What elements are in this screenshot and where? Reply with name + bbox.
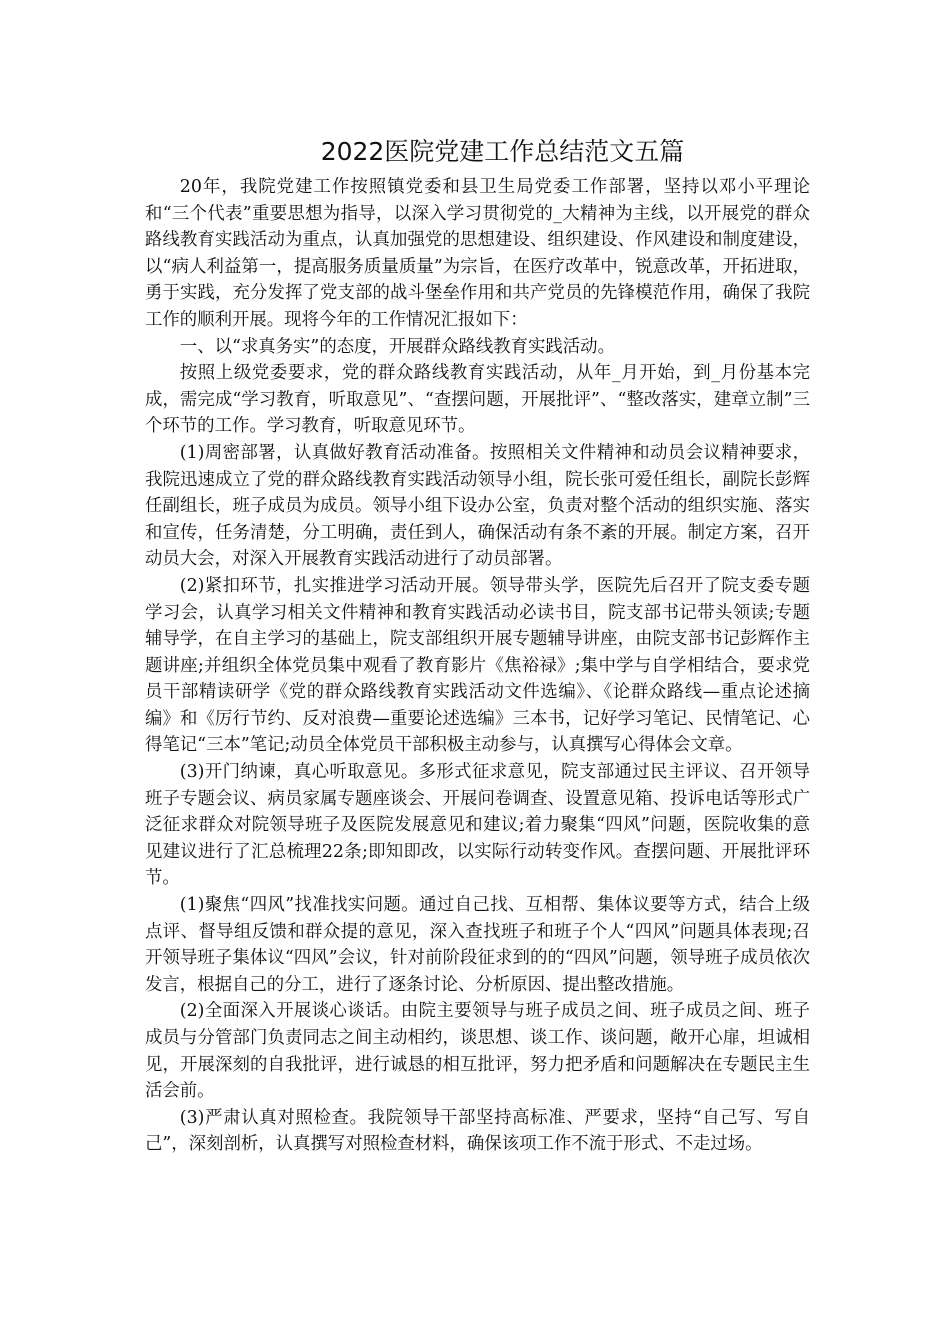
document-title: 2022医院党建工作总结范文五篇: [320, 137, 685, 166]
paragraph: (3)开门纳谏，真心听取意见。多形式征求意见，院支部通过民主评议、召开领导班子专题会议、病员家属专题座谈会、开展问卷调查、设置意见箱、投诉电话等形式广泛征求群众对院领导班子及医院发展意见和建议;着力聚集“四风”问题，医院收集的意见建议进行了汇总梳理22条;即知即改，以实际行动转变作风。查摆问题、开展批评环节。: [145, 762, 810, 889]
paragraph: 按照上级党委要求，党的群众路线教育实践活动，从年_月开始，到_月份基本完成，需完成“学习教育，听取意见”、“查摆问题，开展批评”、“整改落实，建章立制”三个环节的工作。学习教育，听取意见环节。: [145, 363, 810, 437]
paragraph: (2)紧扣环节，扎实推进学习活动开展。领导带头学，医院先后召开了院支委专题学习会，认真学习相关文件精神和教育实践活动必读书目，院支部书记带头领读;专题辅导学，在自主学习的基础上，院支部组织开展专题辅导讲座，由院支部书记彭辉作主题讲座;并组织全体党员集中观看了教育影片《焦裕禄》;集中学与自学相结合，要求党员干部精读研学《党的群众路线教育实践活动文件选编》、《论群众路线—重点论述摘编》和《厉行节约、反对浪费—重要论述选编》三本书，记好学习笔记、民情笔记、心得笔记“三本”笔记;动员全体党员干部积极主动参与，认真撰写心得体会文章。: [145, 575, 810, 756]
paragraph-intro: 20年，我院党建工作按照镇党委和县卫生局党委工作部署，坚持以邓小平理论和“三个代表”重要思想为指导，以深入学习贯彻党的_大精神为主线，以开展党的群众路线教育实践活动为重点，认真加强党的思想建设、组织建设、作风建设和制度建设，以“病人利益第一，提高服务质量质量”为宗旨，在医疗改革中，锐意改革，开拓进取，勇于实践，充分发挥了党支部的战斗堡垒作用和共产党员的先锋模范作用，确保了我院工作的顺利开展。现将今年的工作情况汇报如下：: [145, 177, 810, 330]
document-body: [145, 174, 810, 1158]
paragraph: (2)全面深入开展谈心谈话。由院主要领导与班子成员之间、班子成员之间、班子成员与分管部门负责同志之间主动相约，谈思想、谈工作、谈问题，敞开心扉，坦诚相见，开展深刻的自我批评，进行诚恳的相互批评，努力把矛盾和问题解决在专题民主生活会前。: [145, 1001, 810, 1102]
paragraph: (3)严肃认真对照检查。我院领导干部坚持高标准、严要求，坚持“自己写、写自己”，深刻剖析，认真撰写对照检查材料，确保该项工作不流于形式、不走过场。: [145, 1107, 810, 1155]
paragraph-section-heading: 一、以“求真务实”的态度，开展群众路线教育实践活动。: [179, 336, 615, 357]
paragraph: (1)聚焦“四风”找准找实问题。通过自己找、互相帮、集体议要等方式，结合上级点评、督导组反馈和群众提的意见，深入查找班子和班子个人“四风”问题具体表现;召开领导班子集体议“四风”会议，针对前阶段征求到的的“四风”问题，领导班子成员依次发言，根据自己的分工，进行了逐条讨论、分析原因、提出整改措施。: [145, 895, 810, 995]
paragraph: (1)周密部署，认真做好教育活动准备。按照相关文件精神和动员会议精神要求，我院迅速成立了党的群众路线教育实践活动领导小组，院长张可爱任组长，副院长彭辉任副组长，班子成员为成员。领导小组下设办公室，负责对整个活动的组织实施、落实和宣传，任务清楚，分工明确，责任到人，确保活动有条不紊的开展。制定方案，召开动员大会，对深入开展教育实践活动进行了动员部署。: [145, 442, 810, 570]
